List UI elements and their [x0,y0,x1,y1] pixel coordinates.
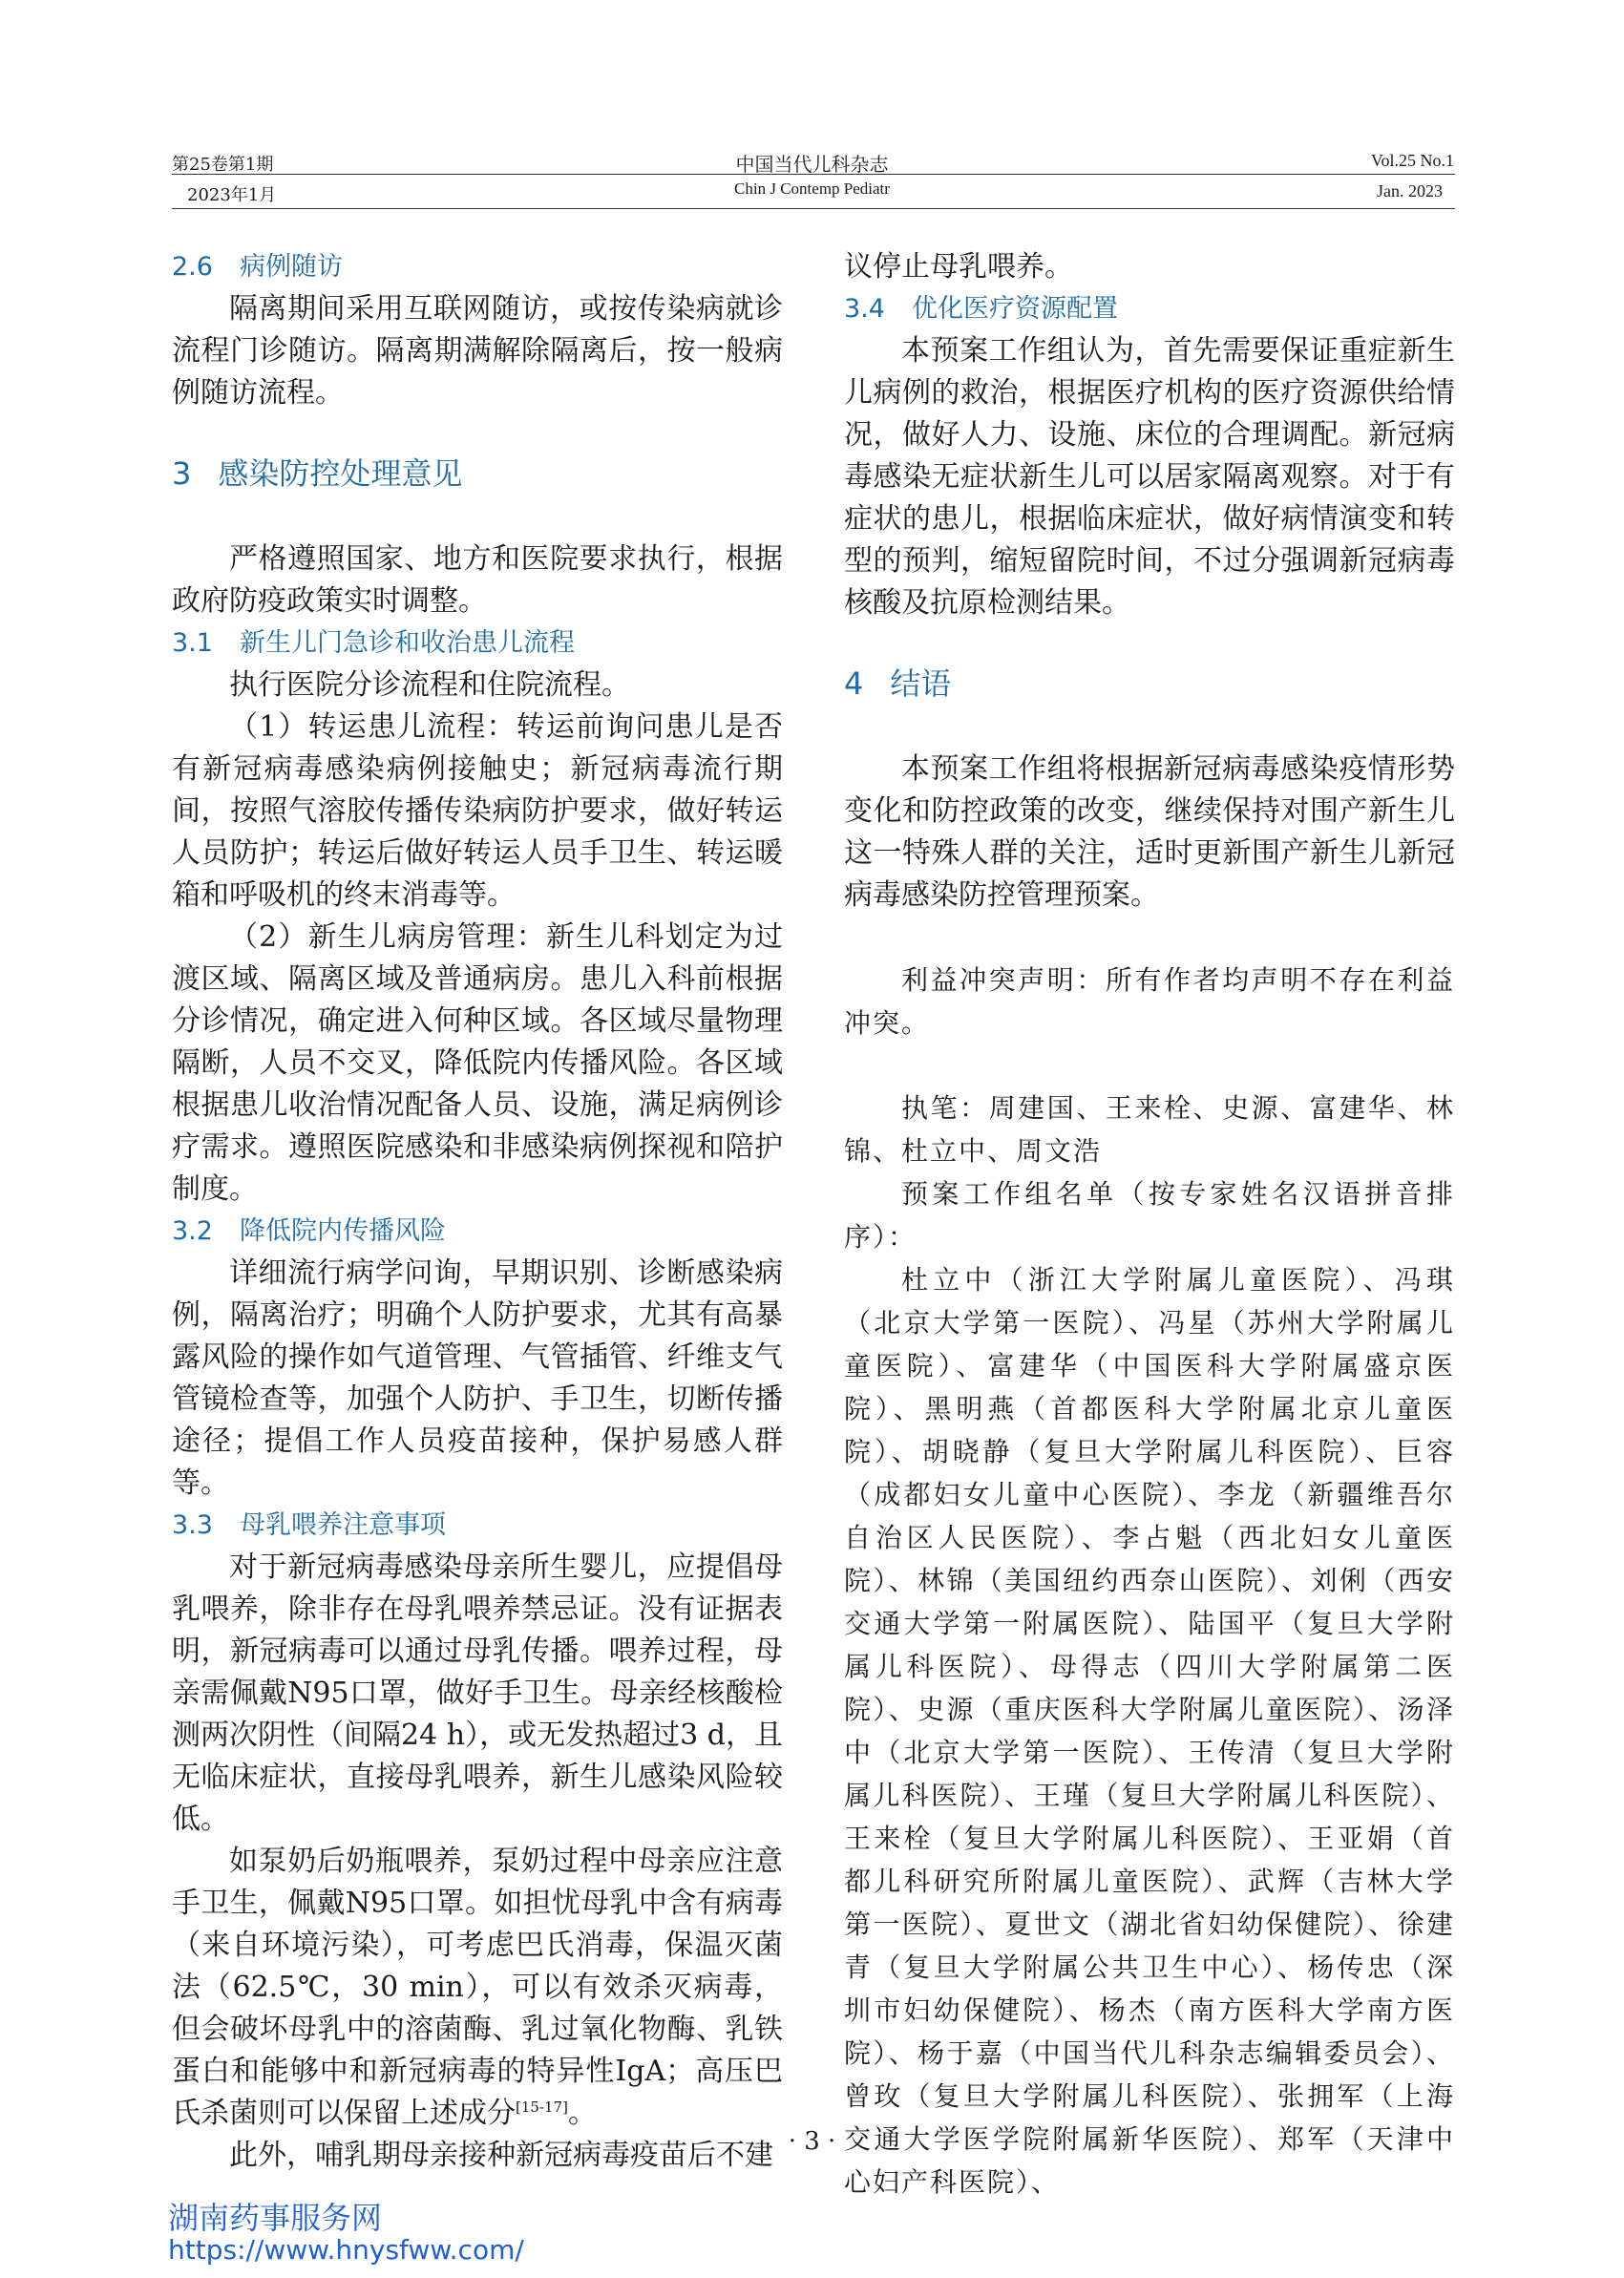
section-3-1-heading [172,622,783,664]
section-2-6-heading [172,246,783,288]
section-4-heading [844,663,1455,705]
paragraph: 本预案工作组认为，首先需要保证重症新生儿病例的救治，根据医疗机构的医疗资源供给情况，做好人力、设施、床位的合理调配。新冠病毒感染无症状新生儿可以居家隔离观察。对于有症状的患儿，根据临床症状，做好病情演变和转型的预判，缩短留院时间，不过分强调新冠病毒核酸及抗原检测结果。 [844,334,1455,620]
group-list: 杜立中（浙江大学附属儿童医院）、冯琪（北京大学第一医院）、冯星（苏州大学附属儿童医院）、富建华（中国医科大学附属盛京医院）、黑明燕（首都医科大学附属北京儿童医院）、胡晓静（复旦大学附属儿科医院）、巨容（成都妇女儿童中心医院）、李龙（新疆维吾尔自治区人民医院）、李占魁（西北妇女儿童医院）、林锦（美国纽约西奈山医院）、刘俐（西安交通大学第一附属医院）、陆国平（复旦大学附属儿科医院）、母得志（四川大学附属第二医院）、史源（重庆医科大学附属儿童医院）、汤泽中（北京大学第一医院）、王传清（复旦大学附属儿科医院）、王瑾（复旦大学附属儿科医院）、王来栓（复旦大学附属儿科医院）、王亚娟（首都儿科研究所附属儿童医院）、武辉（吉林大学第一医院）、夏世文（湖北省妇幼保健院）、徐建青（复旦大学附属公共卫生中心）、杨传忠（深圳市妇幼保健院）、杨杰（南方医科大学南方医院）、杨于嘉（中国当代儿科杂志编辑委员会）、曾玫（复旦大学附属儿科医院）、张拥军（上海交通大学医学院附属新华医院）、郑军（天津中心妇产科医院）、 [844,1264,1455,2198]
section-number: 3.3 [172,1510,213,1540]
paragraph: （1）转运患儿流程：转运前询问患儿是否有新冠病毒感染病例接触史；新冠病毒流行期间，按照气溶胶传播传染病防护要求，做好转运人员防护；转运后做好转运人员手卫生、转运暖箱和呼吸机的终末消毒等。 [172,710,783,912]
journal-title-en: Chin J Contemp Pediatr [734,179,890,198]
section-number: 4 [844,665,864,702]
section-number: 3 [172,455,192,492]
paragraph: 详细流行病学问询，早期识别、诊断感染病例，隔离治疗；明确个人防护要求，尤其有高暴露风险的操作如气道管理、气管插管、纤维支气管镜检查等，加强个人防护、手卫生，切断传播途径；提倡工作人员疫苗接种，保护易感人群等。 [172,1256,783,1500]
date-en: Jan. 2023 [1377,181,1443,200]
watermark-url[interactable]: https://www.hnysfww.com/ [168,2234,524,2266]
citation-ref: [15-17] [516,2099,568,2116]
section-3-heading [172,453,783,495]
writers: 执笔：周建国、王来栓、史源、富建华、林锦、杜立中、周文浩 [844,1092,1455,1167]
paragraph: （2）新生儿病房管理：新生儿科划定为过渡区域、隔离区域及普通病房。患儿入科前根据分诊情况，确定进入何种区域。各区域尽量物理隔断，人员不交叉，降低院内传播风险。各区域根据患儿收治情况配备人员、设施，满足病例诊疗需求。遵照医院感染和非感染病例探视和陪护制度。 [172,920,783,1206]
section-number: 3.2 [172,1216,213,1246]
paragraph: 对于新冠病毒感染母亲所生婴儿，应提倡母乳喂养，除非存在母乳喂养禁忌证。没有证据表明，新冠病毒可以通过母乳传播。喂养过程，母亲需佩戴N95口罩，做好手卫生。母亲经核酸检测两次阴性（间隔24 h），或无发热超过3 d，且无临床症状，直接母乳喂养，新生儿感染风险较低。 [172,1550,783,1836]
paragraph: 本预案工作组将根据新冠病毒感染疫情形势变化和防控政策的改变，继续保持对围产新生儿这一特殊人群的关注，适时更新围产新生儿新冠病毒感染防控管理预案。 [844,752,1455,912]
left-column [172,246,783,2177]
paragraph: 隔离期间采用互联网随访，或按传染病就诊流程门诊随访。隔离期满解除隔离后，按一般病例随访流程。 [172,292,783,410]
date-cn: 2023年1月 [187,185,277,205]
paragraph: 此外，哺乳期母亲接种新冠病毒疫苗后不建 [229,2139,773,2172]
section-title: 母乳喂养注意事项 [239,1510,446,1540]
section-title: 优化医疗资源配置 [911,294,1118,324]
paragraph-end: 。 [567,2097,597,2130]
section-title: 病例随访 [239,252,343,282]
watermark-name: 湖南药事服务网 [168,2200,383,2236]
section-3-4-heading [844,288,1455,330]
right-column [844,246,1455,2204]
conflict-statement: 利益冲突声明：所有作者均声明不存在利益冲突。 [844,964,1455,1039]
section-title: 降低院内传播风险 [239,1216,446,1246]
header-rule-top [172,174,1455,175]
section-title: 结语 [890,665,952,702]
paragraph-text: 如泵奶后奶瓶喂养，泵奶过程中母亲应注意手卫生，佩戴N95口罩。如担忧母乳中含有病毒（来自环境污染），可考虑巴氏消毒，保温灭菌法（62.5℃，30 min），可以有效杀灭病毒，但会破坏母乳中的溶菌酶、乳过氧化物酶、乳铁蛋白和能够中和新冠病毒的特异性IgA；高压巴氏杀菌则可以保留上述成分 [172,1845,783,2130]
section-title: 感染防控处理意见 [218,455,463,492]
section-3-2-heading [172,1211,783,1253]
volume-issue-cn: 第25卷第1期 [172,155,274,175]
section-title: 新生儿门急诊和收治患儿流程 [239,628,575,658]
page-number: · 3 · [788,2127,836,2156]
group-title: 预案工作组名单（按专家姓名汉语拼音排序）： [844,1178,1455,1253]
paragraph [172,1841,783,2135]
volume-issue-en: Vol.25 No.1 [1370,151,1454,170]
header-rule-bottom [172,208,1455,209]
page-header [0,0,1624,220]
paragraph: 严格遵照国家、地方和医院要求执行，根据政府防疫政策实时调整。 [172,542,783,618]
section-3-3-heading [172,1505,783,1547]
paragraph: 执行医院分诊流程和住院流程。 [229,668,630,702]
paragraph: 议停止母乳喂养。 [844,250,1073,284]
journal-title-cn: 中国当代儿科杂志 [735,153,889,176]
section-number: 3.4 [844,294,885,324]
section-number: 3.1 [172,628,213,658]
section-number: 2.6 [172,252,213,282]
